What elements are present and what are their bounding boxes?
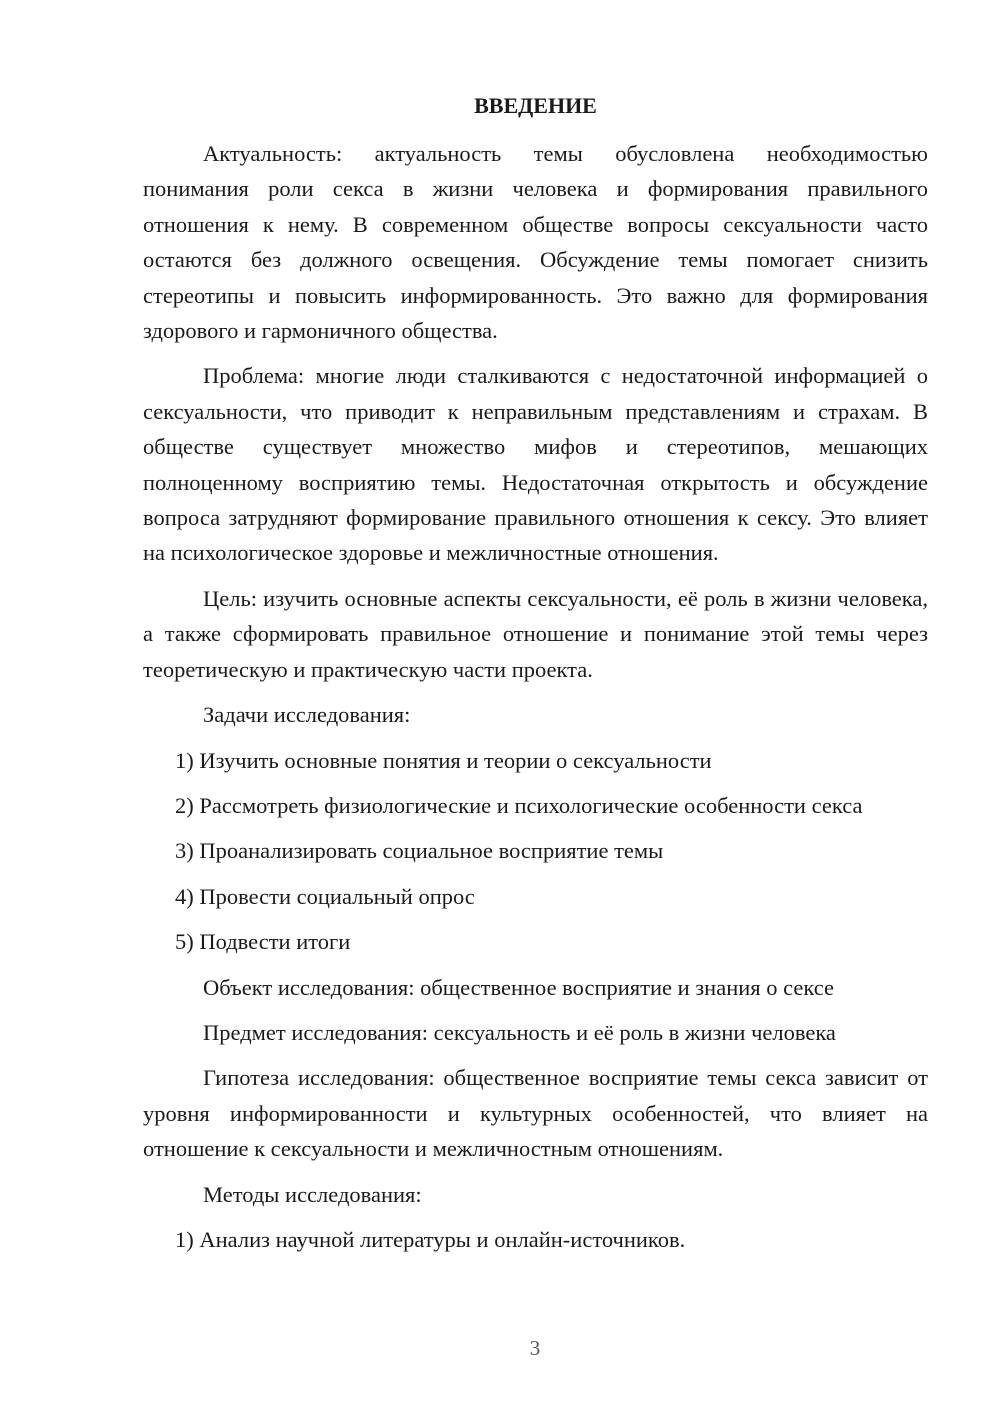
- goal-paragraph: Цель: изучить основные аспекты сексуальности, её роль в жизни человека, а также сформировать правильное отношение и понимание этой темы через теоретическую и практическую части проекта.: [143, 585, 928, 682]
- relevance-paragraph: Актуальность: актуальность темы обусловлена необходимостью понимания роли секса в жизни человека и формирования правильного отношения к нему. В современном обществе вопросы сексуальности часто остаются без должного освещения. Обсуждение темы помогает снизить стереотипы и повысить информированность. Это важно для формирования здорового и гармоничного общества.: [143, 141, 928, 344]
- methods-heading: Методы исследования:: [203, 1181, 422, 1207]
- document-page: [143, 92, 928, 1267]
- research-object: Объект исследования: общественное восприятие и знания о сексе: [203, 974, 834, 1000]
- task-item-1: 1) Изучить основные понятия и теории о сексуальности: [175, 747, 712, 773]
- problem-paragraph: Проблема: многие люди сталкиваются с недостаточной информацией о сексуальности, что приводит к неправильным представлениям и страхам. В обществе существует множество мифов и стереотипов, мешающих полноценному восприятию темы. Недостаточная открытость и обсуждение вопроса затрудняют формирование правильного отношения к сексу. Это влияет на психологическое здоровье и межличностные отношения.: [143, 363, 928, 566]
- page-number: 3: [529, 1336, 541, 1360]
- method-item-1: 1) Анализ научной литературы и онлайн-источников.: [175, 1226, 686, 1252]
- section-heading: ВВЕДЕНИЕ: [474, 93, 597, 118]
- tasks-heading: Задачи исследования:: [203, 702, 411, 728]
- task-item-4: 4) Провести социальный опрос: [175, 883, 475, 909]
- hypothesis-paragraph: Гипотеза исследования: общественное восприятие темы секса зависит от уровня информированности и культурных особенностей, что влияет на отношение к сексуальности и межличностным отношениям.: [143, 1065, 928, 1162]
- task-item-5: 5) Подвести итоги: [175, 929, 351, 955]
- research-subject: Предмет исследования: сексуальность и её роль в жизни человека: [203, 1019, 836, 1045]
- task-item-3: 3) Проанализировать социальное восприятие темы: [175, 838, 664, 864]
- task-item-2: 2) Рассмотреть физиологические и психологические особенности секса: [175, 792, 863, 818]
